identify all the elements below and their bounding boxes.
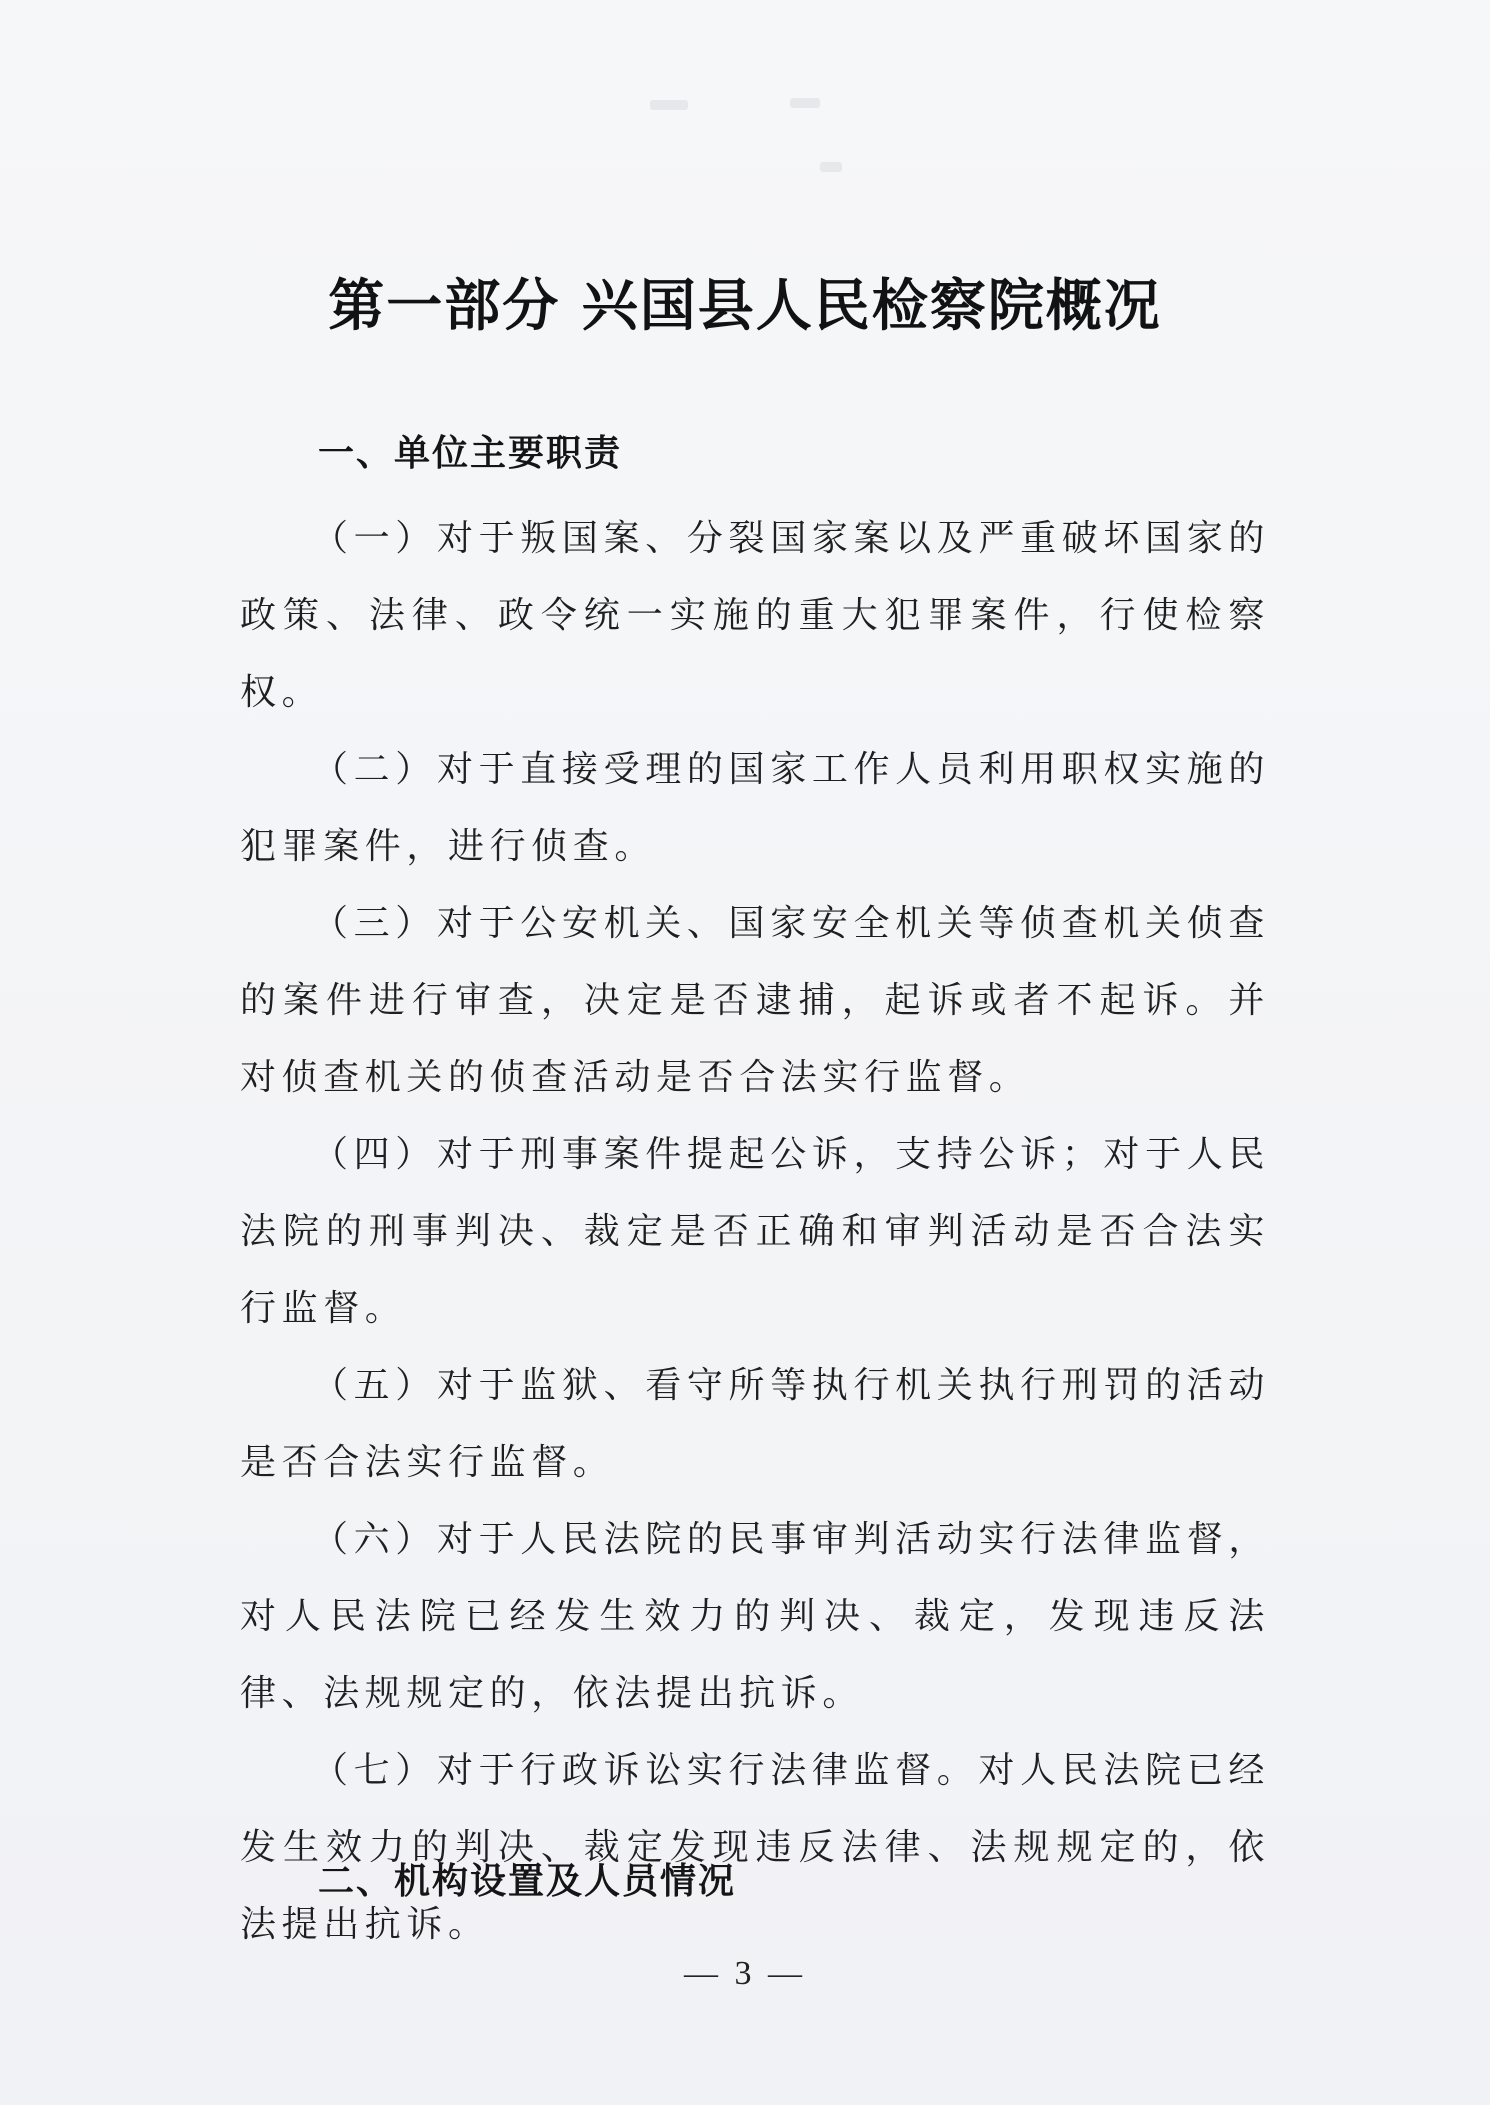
responsibility-paragraph: （二）对于直接受理的国家工作人员利用职权实施的犯罪案件，进行侦查。 <box>240 749 1270 867</box>
bleed-through-marks <box>640 92 860 132</box>
responsibility-paragraph: （七）对于行政诉讼实行法律监督。对人民法院已经发生效力的判决、裁定发现违反法律、法规规定的，依法提出抗诉。 <box>240 1750 1270 1945</box>
responsibility-paragraph: （六）对于人民法院的民事审判活动实行法律监督，对人民法院已经发生效力的判决、裁定，发现违反法律、法规规定的，依法提出抗诉。 <box>240 1519 1270 1714</box>
page-number: — 3 — <box>684 1955 806 1992</box>
responsibility-paragraph: （三）对于公安机关、国家安全机关等侦查机关侦查的案件进行审查，决定是否逮捕，起诉或者不起诉。并对侦查机关的侦查活动是否合法实行监督。 <box>240 903 1270 1098</box>
responsibility-paragraph: （一）对于叛国案、分裂国家案以及严重破坏国家的政策、法律、政令统一实施的重大犯罪案件，行使检察权。 <box>240 518 1270 713</box>
section-heading-responsibilities: 一、单位主要职责 <box>318 433 623 474</box>
responsibilities-body <box>240 500 1270 1963</box>
section-heading-organization: 二、机构设置及人员情况 <box>318 1861 737 1902</box>
responsibility-paragraph: （五）对于监狱、看守所等执行机关执行刑罚的活动是否合法实行监督。 <box>240 1365 1270 1483</box>
responsibility-paragraph: （四）对于刑事案件提起公诉，支持公诉；对于人民法院的刑事判决、裁定是否正确和审判活动是否合法实行监督。 <box>240 1134 1270 1329</box>
page-title: 第一部分 兴国县人民检察院概况 <box>328 273 1162 339</box>
